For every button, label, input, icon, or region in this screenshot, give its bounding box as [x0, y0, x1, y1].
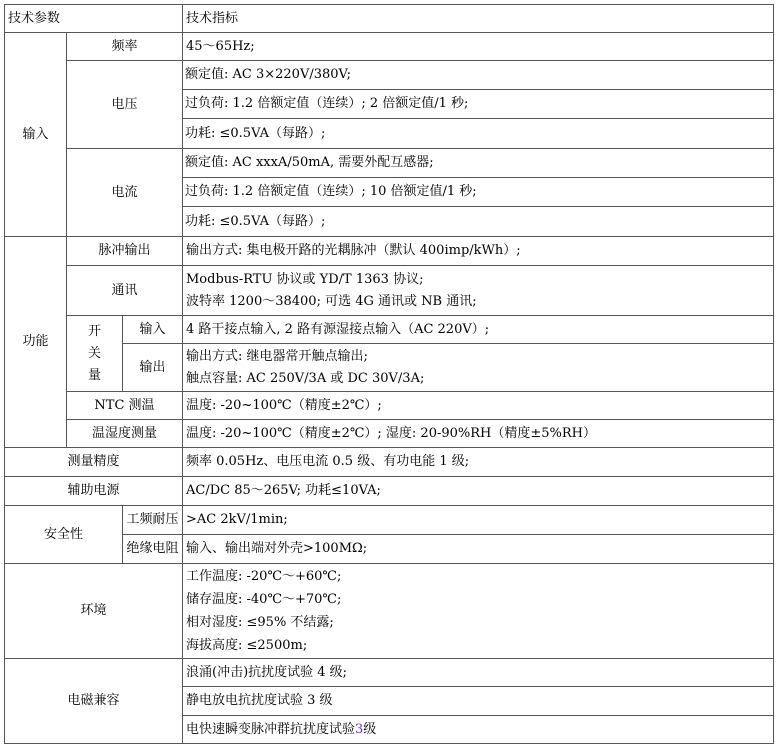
input-label: 输入	[5, 33, 67, 237]
voltage-label: 电压	[67, 61, 183, 149]
comm-line: Modbus-RTU 协议或 YD/T 1363 协议;	[186, 271, 424, 287]
env-line: 相对湿度: ≤95% 不结露;	[186, 615, 334, 630]
switch-label-text: 开 关 量	[87, 323, 101, 383]
switch-in-value: 4 路干接点输入, 2 路有源湿接点输入（AC 220V）;	[183, 316, 774, 344]
comm-line: 波特率 1200～38400; 可选 4G 通讯或 NB 通讯;	[186, 293, 477, 309]
current-line: 过负荷: 1.2 倍额定值（连续）; 10 倍额定值/1 秒;	[183, 178, 773, 207]
switch-out-line: 触点容量: AC 250V/3A 或 DC 30V/3A;	[186, 370, 425, 386]
accuracy-label: 测量精度	[5, 448, 183, 477]
emc-eft-prefix: 电快速瞬变脉冲群抗扰度试验	[186, 721, 356, 737]
comm-label: 通讯	[67, 266, 183, 316]
function-label: 功能	[5, 237, 67, 448]
current-label: 电流	[67, 149, 183, 237]
env-values	[183, 564, 774, 659]
safety-label: 安全性	[5, 506, 123, 564]
pulse-value: 输出方式: 集电极开路的光耦脉冲（默认 400imp/kWh）;	[183, 237, 774, 266]
th-value: 温度: -20~100℃（精度±2℃）; 湿度: 20-90%RH（精度±5%RH）	[183, 420, 774, 448]
ntc-value: 温度: -20~100℃（精度±2℃）;	[183, 392, 774, 420]
env-label: 环境	[5, 564, 183, 659]
voltage-line: 过负荷: 1.2 倍额定值（连续）; 2 倍额定值/1 秒;	[183, 90, 773, 119]
insulation-value: 输入、输出端对外壳>100MΩ;	[183, 535, 774, 564]
env-line: 海拔高度: ≤2500m;	[186, 638, 308, 653]
header-spec: 技术指标	[183, 5, 774, 33]
switch-out-values	[183, 344, 774, 392]
emc-eft-level: 3	[355, 721, 364, 737]
env-line: 工作温度: -20℃～+60℃;	[186, 569, 342, 584]
emc-surge: 浪涌(冲击)抗扰度试验 4 级;	[183, 659, 774, 687]
withstand-label: 工频耐压	[123, 506, 183, 535]
voltage-line: 额定值: AC 3×220V/380V;	[183, 61, 773, 90]
comm-values	[183, 266, 774, 316]
accuracy-value: 频率 0.05Hz、电压电流 0.5 级、有功电能 1 级;	[183, 448, 774, 477]
withstand-value: >AC 2kV/1min;	[183, 506, 774, 535]
emc-esd: 静电放电抗扰度试验 3 级	[183, 687, 774, 716]
header-row	[5, 5, 774, 33]
header-param: 技术参数	[5, 5, 183, 33]
aux-value: AC/DC 85～265V; 功耗≤10VA;	[183, 477, 774, 506]
ntc-label: NTC 测温	[67, 392, 183, 420]
current-values	[183, 149, 774, 237]
freq-label: 频率	[67, 33, 183, 61]
current-line: 功耗: ≤0.5VA（每路）;	[185, 214, 326, 229]
th-label: 温湿度测量	[67, 420, 183, 448]
pulse-label: 脉冲输出	[67, 237, 183, 266]
switch-in-label: 输入	[123, 316, 183, 344]
voltage-line: 功耗: ≤0.5VA（每路）;	[185, 126, 326, 141]
freq-value: 45～65Hz;	[183, 33, 774, 61]
emc-eft-suffix: 级	[363, 721, 377, 737]
aux-label: 辅助电源	[5, 477, 183, 506]
emc-label: 电磁兼容	[5, 659, 183, 744]
current-line: 额定值: AC xxxA/50mA, 需要外配互感器;	[183, 149, 773, 178]
switch-out-line: 输出方式: 继电器常开触点输出;	[186, 348, 368, 364]
emc-eft	[183, 716, 774, 744]
switch-label	[67, 316, 123, 392]
insulation-label: 绝缘电阻	[123, 535, 183, 564]
switch-out-label: 输出	[123, 344, 183, 392]
spec-table	[4, 4, 774, 744]
env-line: 储存温度: -40℃～+70℃;	[186, 592, 342, 607]
voltage-values	[183, 61, 774, 149]
